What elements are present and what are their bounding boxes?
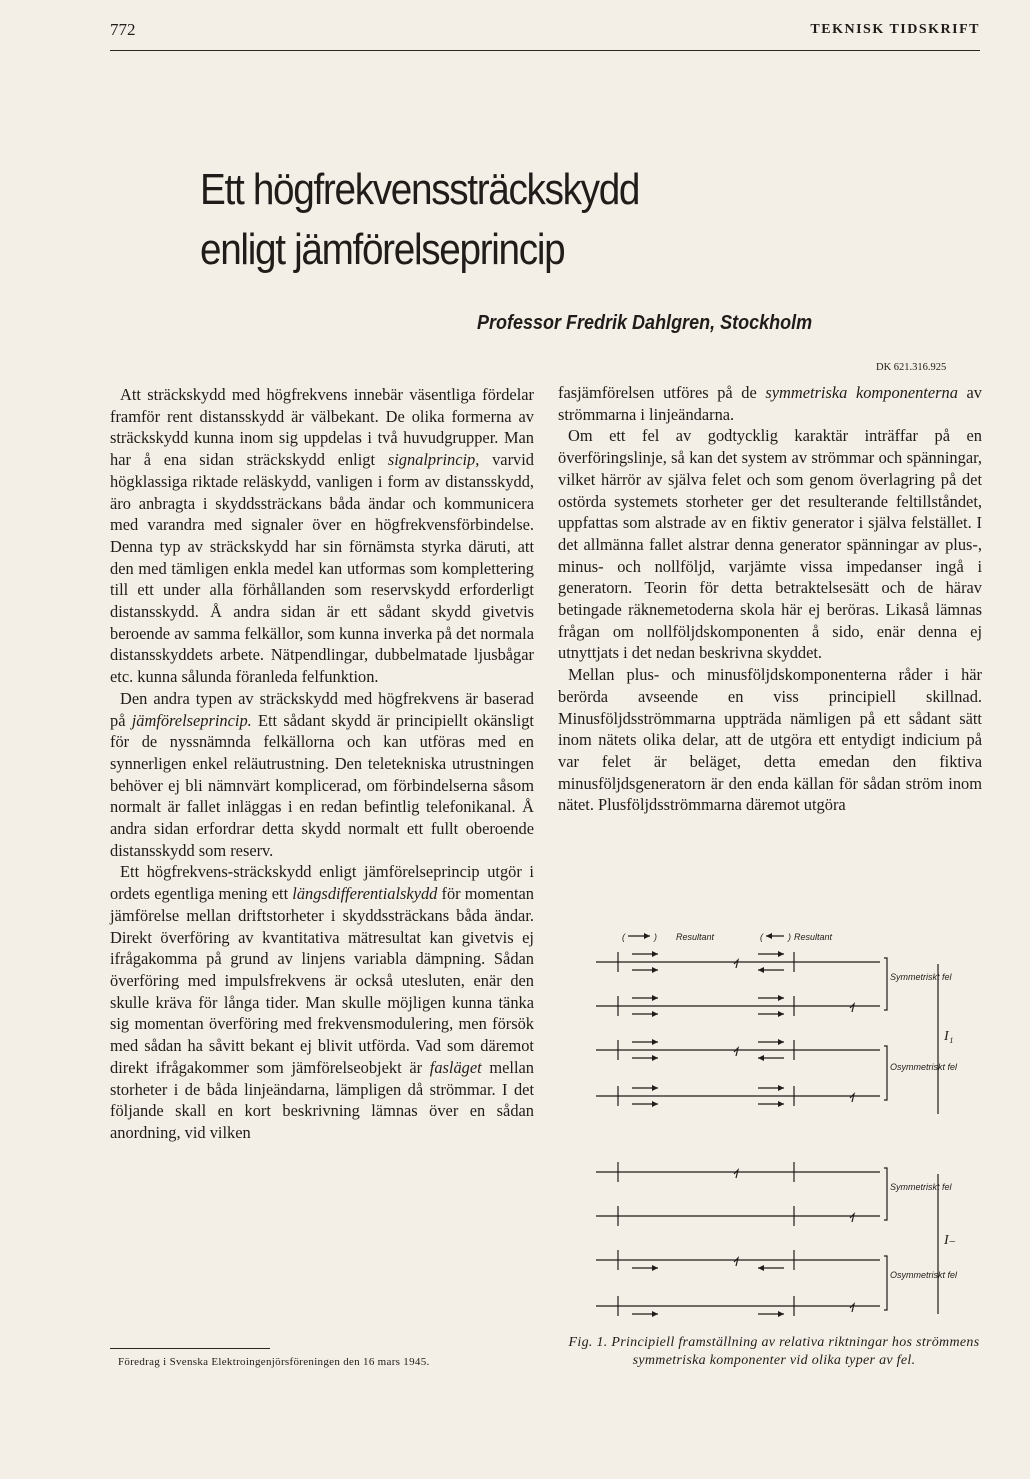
legend-resultant-right: Resultant — [794, 932, 833, 942]
svg-text:): ) — [788, 932, 791, 942]
paragraph: Ett högfrekvens-sträckskydd enligt jämförelseprincip utgör i ordets egentliga mening ett längsdifferentialskydd för momentan jämförelse mellan driftstorheter i skyddssträckans båda ändar. Direkt överföring av kvantitativa mätresultat kan givetvis ej ifrågakomma på grund av linjens variabla dämpning. Sådan överföring med impulsfrekvens är också utesluten, enär den skulle kräva för långa tider. Man skulle möjligen kunna tänka sig momentan överföring med frekvensmodulering, men försök med sådan ha såvitt bekant ej blivit utförda. Vad som däremot direkt ifrågakommer som jämförelseobjekt är fasläget mellan storheter i de båda linjeändarna, lämpligen då strömmar. I det följande skall en kort beskrivning lämnas över en sådan anordning, vid vilken — [110, 862, 534, 1142]
figure-caption — [562, 1334, 986, 1370]
journal-name: TEKNISK TIDSKRIFT — [810, 22, 980, 37]
paragraph: Mellan plus- och minusföljdskomponenterna råder i här berörda avseende en viss principiell skillnad. Minusföljdsströmmarna uppträda nämligen på ett sådant sätt inom nätets olika delar, att de utgöra ett entydigt indicium på var felet är beläget, detta emedan den fiktiva minusföljdsgeneratorn är den enda källan för sådan ström inom nätet. Plusföljdsströmmarna däremot utgöra — [558, 665, 982, 815]
label-asymmetric-fault-1: Osymmetriskt fel — [890, 1062, 958, 1072]
author-byline: Professor Fredrik Dahlgren, Stockholm — [477, 312, 813, 334]
svg-text:(: ( — [622, 932, 625, 942]
svg-text:): ) — [654, 932, 657, 942]
article-title — [200, 160, 816, 280]
paragraph: Att sträckskydd med högfrekvens innebär väsentliga fördelar framför rent distansskydd är välbekant. De olika formerna av sträckskydd kunna inom sig uppdelas i två huvudgrupper. Man har å ena sidan sträckskydd enligt signalprincip, varvid högklassiga riktade reläskydd, vanligen i form av distansskydd, äro anbragta i skyddssträckans båda ändar och kommunicera med varandra med signaler över en högfrekvensförbindelse. Denna typ av sträckskydd har sin förnämsta styrka däruti, att den med tämligen enkla medel kan utformas som komplettering till ett under alla förhållanden som reservskydd erforderligt distansskydd. Å andra sidan är ett sådant skydd givetvis beroende av samma felkällor, som kunna inverka på det normala distansskyddets arbete. Nätpendlingar, dubbelmatade ljusbågar etc. kunna sålunda föranleda felfunktion. — [110, 385, 534, 687]
paragraph: fasjämförelsen utföres på de symmetriska komponenterna av strömmarna i linjeändarna. — [558, 383, 982, 424]
footnote-divider — [110, 1348, 270, 1349]
paragraph: Om ett fel av godtycklig karaktär inträffar på en överföringslinje, så kan det system av strömmar och spänningar, vilket härrör av själva felet och som genom överlagring på det ostörda systemets storheter ger det resulterande feltillståndet, uppfattas som alstrade av en fiktiv generator i själva felstället. I det allmänna fallet alstrar denna generator spänningar av plus-, minus- och nollföljd, varjämte vissa impedanser ingå i generatorn. Teorin för detta betraktelsesätt och de härav betingade räknemetoderna skola här ej beröras. Likaså lämnas frågan om nollföljdskomponenten å sido, enär denna ej utnyttjats i det nedan beskrivna skyddet. — [558, 426, 982, 663]
group-label-i-minus: I₋ — [944, 1233, 957, 1248]
figure-caption-text: Principiell framställning av relativa riktningar hos strömmens symmetriska komponenter vid olika typer av fel. — [607, 1335, 980, 1368]
footnote: Föredrag i Svenska Elektroingenjörsföreningen den 16 mars 1945. — [118, 1356, 430, 1368]
label-symmetric-fault-1: Symmetriskt fel — [890, 972, 952, 982]
figure-caption-label: Fig. 1. — [568, 1335, 608, 1350]
title-line-2: enligt jämförelseprincip — [200, 225, 565, 274]
page-number: 772 — [110, 20, 136, 39]
classification-number: DK 621.316.925 — [876, 362, 947, 373]
group-label-i1: I₁ — [944, 1029, 954, 1044]
label-symmetric-fault-2: Symmetriskt fel — [890, 1182, 952, 1192]
svg-text:(: ( — [760, 932, 763, 942]
left-column — [110, 384, 534, 1144]
right-column — [558, 382, 982, 816]
figure-svg — [588, 924, 980, 1324]
legend-resultant-left: Resultant — [676, 932, 715, 942]
title-line-1: Ett högfrekvenssträckskydd — [200, 165, 640, 214]
label-asymmetric-fault-2: Osymmetriskt fel — [890, 1270, 958, 1280]
figure-1-diagram — [588, 924, 980, 1324]
page-header — [110, 20, 980, 51]
paragraph: Den andra typen av sträckskydd med högfrekvens är baserad på jämförelseprincip. Ett sådant skydd är principiellt okänsligt för de nyssnämnda felkällorna och kan utföras med en synnerligen enkel reläutrustning. Den teletekniska utrustningen behöver ej bli nämnvärt komplicerad, om förbindelserna såsom normalt är fallet inläggas i en redan befintlig telefonikanal. Å andra sidan erfordrar detta skydd normalt ett fullt oberoende distansskydd som reserv. — [110, 688, 534, 860]
